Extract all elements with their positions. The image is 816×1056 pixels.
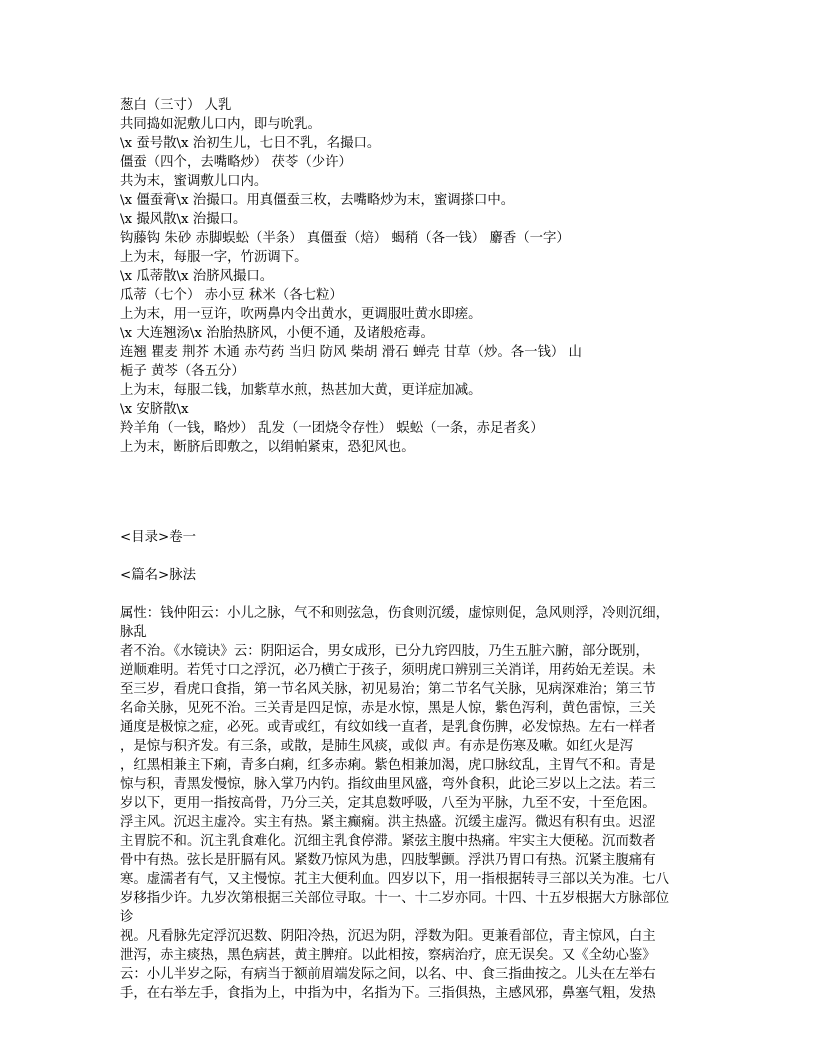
text-line: 羚羊角（一钱，略炒） 乱发（一团烧令存性） 蜈蚣（一条，赤足者炙） <box>120 421 544 436</box>
text-line: 上为末，每服一字，竹沥调下。 <box>120 250 308 265</box>
text-line: 云：小儿半岁之际，有病当于额前眉端发际之间，以名、中、食三指曲按之。儿头在左举右 <box>120 967 656 982</box>
text-line: 寒。虚濡者有气，又主慢惊。芤主大便利血。四岁以下，用一指根据转寻三部以关为准。七八 <box>120 872 670 887</box>
text-line: 岁以下，更用一指按高骨，乃分三关，定其息数呼吸，八至为平脉，九至不安，十至危困。 <box>120 796 656 811</box>
text-line: 手，在右举左手，食指为上，中指为中，名指为下。三指俱热，主感风邪，鼻塞气粗，发热 <box>120 986 656 1001</box>
text-line: 共为末，蜜调敷儿口内。 <box>120 174 268 189</box>
text-line: 诊 <box>120 910 134 925</box>
text-line: \x 大连翘汤\x 治胎热脐风，小便不通，及诸般疮毒。 <box>120 326 434 341</box>
text-line: 僵蚕（四个，去嘴略炒） 茯苓（少许） <box>120 155 352 170</box>
text-line: 上为末，每服二钱，加紫草水煎，热甚加大黄，更详症加减。 <box>120 383 482 398</box>
text-line: 脉乱 <box>120 625 147 640</box>
chapter-heading: <篇名>脉法 <box>120 568 197 583</box>
text-line: ，是惊与积齐发。有三条，或散，是肺生风痰，或似 声。有赤是伤寒及嗽。如红火是泻 <box>120 739 634 754</box>
text-line: 栀子 黄芩（各五分） <box>120 364 245 379</box>
text-line: 通度是极惊之症，必死。或青或红，有纹如线一直者，是乳食伤脾，必发惊热。左右一样者 <box>120 720 656 735</box>
text-line: 至三岁，看虎口食指，第一节名风关脉，初见易治；第二节名气关脉，见病深难治；第三节 <box>120 682 656 697</box>
text-line: \x 僵蚕膏\x 治撮口。用真僵蚕三枚，去嘴略炒为末，蜜调搽口中。 <box>120 193 515 208</box>
text-line: 钩藤钩 朱砂 赤脚蜈蚣（半条） 真僵蚕（焙） 蝎稍（各一钱） 麝香（一字） <box>120 231 570 246</box>
text-line: 属性：钱仲阳云：小儿之脉，气不和则弦急，伤食则沉缓，虚惊则促，急风则浮，冷则沉细， <box>120 606 670 621</box>
text-line: 共同捣如泥敷儿口内，即与吮乳。 <box>120 117 321 132</box>
toc-heading: <目录>卷一 <box>120 530 197 545</box>
text-line: \x 安脐散\x <box>120 402 189 417</box>
text-line: 连翘 瞿麦 荆芥 木通 赤芍药 当归 防风 柴胡 滑石 蝉壳 甘草（炒。各一钱） 山 <box>120 345 582 360</box>
text-line: \x 撮风散\x 治撮口。 <box>120 212 247 227</box>
pulse-section <box>120 604 700 1003</box>
text-line: 岁移指少许。九岁次第根据三关部位寻取。十一、十二岁亦同。十四、十五岁根据大方脉部位 <box>120 891 670 906</box>
text-line: \x 瓜蒂散\x 治脐风撮口。 <box>120 269 274 284</box>
text-line: 骨中有热。弦长是肝膈有风。紧数乃惊风为患，四肢掣颤。浮洪乃胃口有热。沉紧主腹痛有 <box>120 853 656 868</box>
recipe-section <box>120 96 700 457</box>
text-line: 泄泻，赤主痰热，黑色病甚，黄主脾疳。以此相按，察病治疗，庶无误矣。又《全幼心鉴》 <box>120 948 656 963</box>
text-line: 逆顺难明。若凭寸口之浮沉，必乃横亡于孩子，须明虎口辨别三关消详，用药始无差误。未 <box>120 663 656 678</box>
text-line: ，红黑相兼主下痢，青多白痢，红多赤痢。紫色相兼加渴，虎口脉纹乱，主胃气不和。青是 <box>120 758 656 773</box>
text-line: \x 蚕号散\x 治初生儿，七日不乳，名撮口。 <box>120 136 381 151</box>
text-line: 上为末，断脐后即敷之，以绢帕紧束，恐犯风也。 <box>120 440 415 455</box>
text-line: 上为末，用一豆许，吹两鼻内令出黄水，更调服吐黄水即瘥。 <box>120 307 482 322</box>
text-line: 惊与积，青黑发慢惊，脉入掌乃内钓。指纹曲里风盛，弯外食积，此论三岁以上之法。若三 <box>120 777 656 792</box>
text-line: 主胃脘不和。沉主乳食难化。沉细主乳食停滞。紧弦主腹中热痛。牢实主大便秘。沉而数者 <box>120 834 656 849</box>
document-page <box>120 96 700 1003</box>
text-line: 瓜蒂（七个） 赤小豆 秫米（各七粒） <box>120 288 343 303</box>
text-line: 名命关脉，见死不治。三关青是四足惊，赤是水惊，黑是人惊，紫色泻利，黄色雷惊，三关 <box>120 701 656 716</box>
text-line: 视。凡看脉先定浮沉迟数、阴阳冷热，沉迟为阴，浮数为阳。更兼看部位，青主惊风，白主 <box>120 929 656 944</box>
text-line: 葱白（三寸） 人乳 <box>120 98 232 113</box>
text-line: 浮主风。沉迟主虚冷。实主有热。紧主癫痫。洪主热盛。沉缓主虚泻。微迟有积有虫。迟涩 <box>120 815 656 830</box>
text-line: 者不治。《水镜诀》云：阴阳运合，男女成形，已分九窍四肢，乃生五脏六腑，部分既别， <box>120 644 649 659</box>
